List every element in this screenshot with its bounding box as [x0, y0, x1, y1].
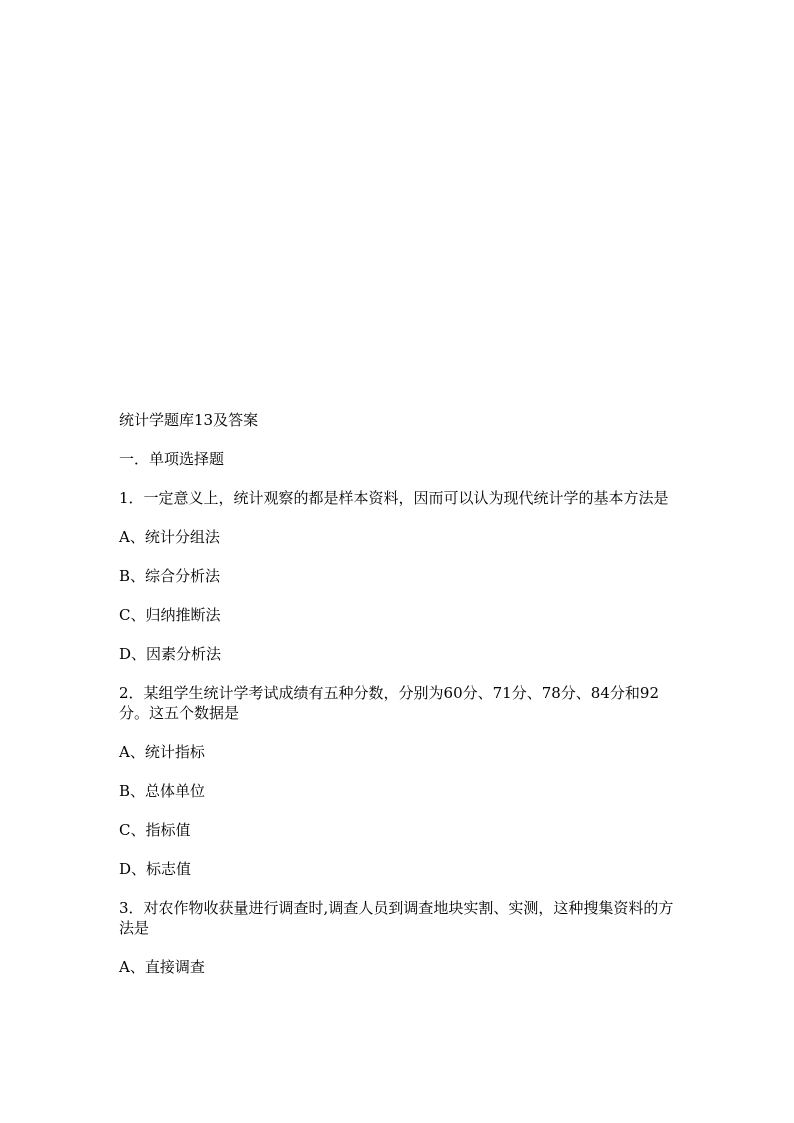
section-heading: 一．单项选择题	[119, 450, 225, 468]
question-1-option-c: C、归纳推断法	[119, 606, 221, 624]
question-2-option-d: D、标志值	[119, 860, 192, 878]
question-1-stem: 1．一定意义上，统计观察的都是样本资料，因而可以认为现代统计学的基本方法是	[119, 489, 669, 507]
question-1-option-b: B、综合分析法	[119, 567, 221, 585]
question-1-option-a: A、统计分组法	[119, 528, 220, 546]
question-3-option-a: A、直接调查	[119, 958, 205, 976]
question-1-option-d: D、因素分析法	[119, 645, 222, 663]
document-title: 统计学题库13及答案	[119, 411, 259, 429]
question-2-option-b: B、总体单位	[119, 782, 206, 800]
question-3-stem: 3．对农作物收获量进行调查时,调查人员到调查地块实割、实测，这种搜集资料的方法是	[119, 899, 674, 937]
document-body	[119, 410, 679, 996]
question-2-option-c: C、指标值	[119, 821, 191, 839]
question-2-stem: 2．某组学生统计学考试成绩有五种分数，分别为60分、71分、78分、84分和92分。这五个数据是	[119, 684, 659, 722]
question-2-option-a: A、统计指标	[119, 743, 205, 761]
